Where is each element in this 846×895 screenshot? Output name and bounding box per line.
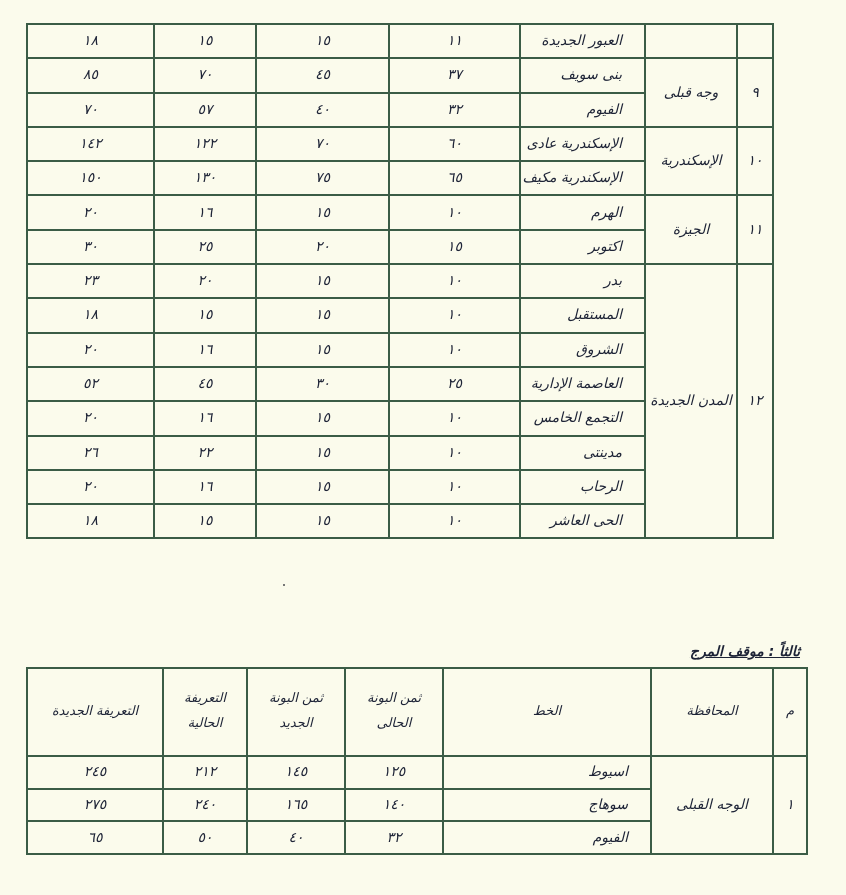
line-name: سوهاج xyxy=(443,789,651,822)
new-fare: ١٦٥ xyxy=(247,789,345,822)
governorate: الجيزة xyxy=(645,195,737,264)
current-fare: ٦٠ xyxy=(389,127,520,161)
header-new-fare: ثمن البونة الجديد xyxy=(247,668,345,756)
new-fare: ١٥ xyxy=(256,264,389,298)
header-new-tariff: التعريفة الجديدة xyxy=(27,668,163,756)
new-fare: ١٥ xyxy=(256,298,389,332)
scan-speck xyxy=(283,584,285,586)
new-fare: ٣٠ xyxy=(256,367,389,401)
current-tariff: ١٢٢ xyxy=(154,127,256,161)
new-tariff: ٨٥ xyxy=(27,58,154,92)
current-fare: ١٤٠ xyxy=(345,789,443,822)
new-tariff: ٢٣ xyxy=(27,264,154,298)
row-number: ١٢ xyxy=(737,264,773,538)
new-tariff: ٢٧٥ xyxy=(27,789,163,822)
current-tariff: ١٥ xyxy=(154,24,256,58)
table-row xyxy=(27,756,807,789)
new-tariff: ١٨ xyxy=(27,298,154,332)
new-tariff: ١٥٠ xyxy=(27,161,154,195)
new-fare: ١٥ xyxy=(256,504,389,538)
new-tariff: ٦٥ xyxy=(27,821,163,854)
current-tariff: ١٦ xyxy=(154,401,256,435)
row-number: ١١ xyxy=(737,195,773,264)
fares-table-continued xyxy=(26,23,774,539)
current-tariff: ١٥ xyxy=(154,504,256,538)
new-fare: ١٥ xyxy=(256,195,389,229)
governorate: وجه قبلى xyxy=(645,58,737,127)
new-tariff: ١٤٢ xyxy=(27,127,154,161)
line-name: الهرم xyxy=(520,195,645,229)
current-tariff: ٢٥ xyxy=(154,230,256,264)
header-governorate: المحافظة xyxy=(651,668,773,756)
table-row xyxy=(27,24,773,58)
header-line: الخط xyxy=(443,668,651,756)
governorate: الإسكندرية xyxy=(645,127,737,196)
current-tariff: ٤٥ xyxy=(154,367,256,401)
new-fare: ١٤٥ xyxy=(247,756,345,789)
table-row xyxy=(27,127,773,161)
current-fare: ١٠ xyxy=(389,298,520,332)
line-name: الفيوم xyxy=(443,821,651,854)
current-tariff: ١٦ xyxy=(154,470,256,504)
header-current-tariff: التعريفة الحالية xyxy=(163,668,247,756)
current-fare: ٢٥ xyxy=(389,367,520,401)
current-fare: ١٠ xyxy=(389,470,520,504)
current-fare: ١٠ xyxy=(389,333,520,367)
current-tariff: ١٣٠ xyxy=(154,161,256,195)
row-number xyxy=(737,24,773,58)
line-name: المستقبل xyxy=(520,298,645,332)
new-tariff: ٢٠ xyxy=(27,401,154,435)
current-tariff: ١٦ xyxy=(154,195,256,229)
current-tariff: ٢٠ xyxy=(154,264,256,298)
current-fare: ١٠ xyxy=(389,436,520,470)
new-tariff: ٢٦ xyxy=(27,436,154,470)
line-name: بدر xyxy=(520,264,645,298)
new-fare: ٤٠ xyxy=(256,93,389,127)
new-tariff: ١٨ xyxy=(27,504,154,538)
header-row xyxy=(27,668,807,756)
current-fare: ١٢٥ xyxy=(345,756,443,789)
row-number: ١ xyxy=(773,756,807,854)
table-row xyxy=(27,58,773,92)
line-name: الإسكندرية مكيف xyxy=(520,161,645,195)
governorate: المدن الجديدة xyxy=(645,264,737,538)
current-fare: ١١ xyxy=(389,24,520,58)
current-tariff: ٥٠ xyxy=(163,821,247,854)
current-fare: ١٥ xyxy=(389,230,520,264)
new-tariff: ١٨ xyxy=(27,24,154,58)
line-name: العبور الجديدة xyxy=(520,24,645,58)
new-fare: ٢٠ xyxy=(256,230,389,264)
new-fare: ٤٥ xyxy=(256,58,389,92)
table-row xyxy=(27,195,773,229)
governorate: الوجه القبلى xyxy=(651,756,773,854)
current-tariff: ٢٤٠ xyxy=(163,789,247,822)
line-name: الفيوم xyxy=(520,93,645,127)
current-tariff: ٥٧ xyxy=(154,93,256,127)
line-name: بنى سويف xyxy=(520,58,645,92)
header-number: م xyxy=(773,668,807,756)
current-fare: ٣٧ xyxy=(389,58,520,92)
row-number: ١٠ xyxy=(737,127,773,196)
new-tariff: ٢٤٥ xyxy=(27,756,163,789)
current-fare: ١٠ xyxy=(389,264,520,298)
new-tariff: ٧٠ xyxy=(27,93,154,127)
line-name: الرحاب xyxy=(520,470,645,504)
marg-station-fares-table xyxy=(26,667,808,855)
current-fare: ١٠ xyxy=(389,195,520,229)
current-fare: ٦٥ xyxy=(389,161,520,195)
current-fare: ١٠ xyxy=(389,401,520,435)
current-tariff: ٢٢ xyxy=(154,436,256,470)
line-name: مدينتى xyxy=(520,436,645,470)
row-number: ٩ xyxy=(737,58,773,127)
current-tariff: ٧٠ xyxy=(154,58,256,92)
new-fare: ١٥ xyxy=(256,24,389,58)
line-name: التجمع الخامس xyxy=(520,401,645,435)
current-fare: ٣٢ xyxy=(389,93,520,127)
new-fare: ٧٠ xyxy=(256,127,389,161)
new-fare: ١٥ xyxy=(256,401,389,435)
line-name: الحى العاشر xyxy=(520,504,645,538)
line-name: اسيوط xyxy=(443,756,651,789)
new-tariff: ٣٠ xyxy=(27,230,154,264)
line-name: الإسكندرية عادى xyxy=(520,127,645,161)
section-heading: ثالثاً : موقف المرج xyxy=(689,644,800,660)
new-fare: ١٥ xyxy=(256,470,389,504)
line-name: اكتوبر xyxy=(520,230,645,264)
new-tariff: ٢٠ xyxy=(27,333,154,367)
line-name: العاصمة الإدارية xyxy=(520,367,645,401)
new-tariff: ٥٢ xyxy=(27,367,154,401)
current-tariff: ٢١٢ xyxy=(163,756,247,789)
current-tariff: ١٦ xyxy=(154,333,256,367)
new-tariff: ٢٠ xyxy=(27,195,154,229)
header-current-fare: ثمن البونة الحالى xyxy=(345,668,443,756)
governorate xyxy=(645,24,737,58)
current-tariff: ١٥ xyxy=(154,298,256,332)
new-tariff: ٢٠ xyxy=(27,470,154,504)
line-name: الشروق xyxy=(520,333,645,367)
new-fare: ١٥ xyxy=(256,436,389,470)
new-fare: ١٥ xyxy=(256,333,389,367)
current-fare: ٣٢ xyxy=(345,821,443,854)
new-fare: ٧٥ xyxy=(256,161,389,195)
new-fare: ٤٠ xyxy=(247,821,345,854)
table-row xyxy=(27,264,773,298)
current-fare: ١٠ xyxy=(389,504,520,538)
